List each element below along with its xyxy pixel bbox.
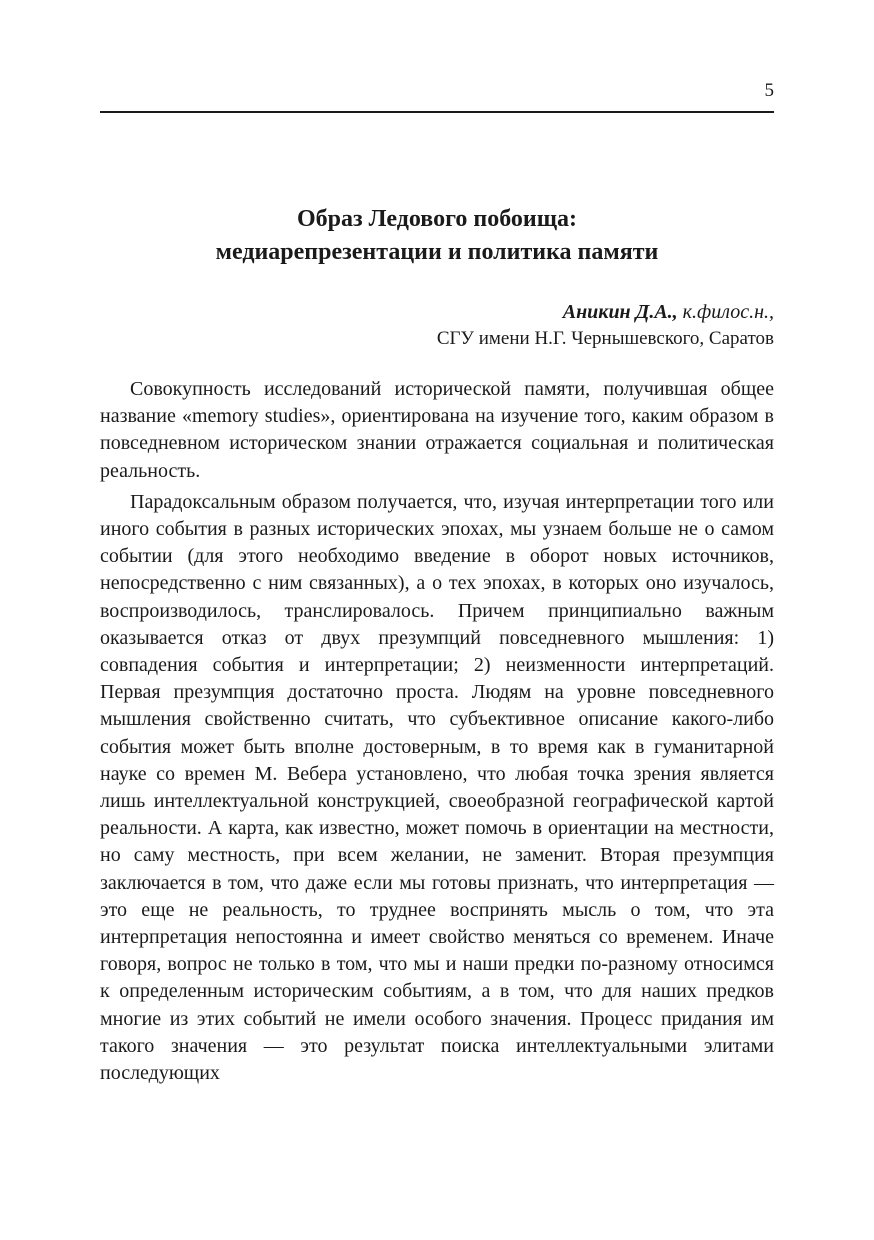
title-line-2: медиарепрезентации и политика памяти: [215, 239, 659, 265]
article-title: [100, 203, 774, 269]
author-affiliation: СГУ имени Н.Г. Чернышевского, Саратов: [436, 328, 774, 349]
author-line: [563, 298, 774, 326]
title-line-1: Образ Ледового побоища:: [297, 206, 577, 232]
author-name: Аникин Д.А.,: [562, 301, 678, 323]
paragraph-1: Совокупность исследований исторической памяти, получившая общее название «memory studies», ориентирована на изучение того, каким образом в повседневном историческом знании отражается социальная и политическая реальность.: [100, 378, 774, 482]
article-body: [100, 376, 774, 1087]
header-rule: [100, 111, 774, 113]
author-degree: к.филос.н.,: [682, 301, 774, 323]
page-number: 5: [764, 80, 774, 101]
paragraph-2: Парадоксальным образом получается, что, изучая интерпретации того или иного события в разных исторических эпохах, мы узнаем больше не о самом событии (для этого необходимо введение в оборот новых источников, непосредственно с ним связанных), а о тех эпохах, в которых оно изучалось, воспроизводилось, транслировалось. Причем принципиально важным оказывается отказ от двух презумпций повседневного мышления: 1) совпадения события и интерпретации; 2) неизменности интерпретаций. Первая презумпция достаточно проста. Людям на уровне повседневного мышления свойственно считать, что субъективное описание какого-либо события может быть вполне достоверным, в то время как в гуманитарной науке со времен М. Вебера установлено, что любая точка зрения является лишь интеллектуальной конструкцией, своеобразной географической картой реальности. А карта, как известно, может помочь в ориентации на местности, но саму местность, при всем желании, не заменит. Вторая презумпция заключается в том, что даже если мы готовы признать, что интерпретация — это еще не реальность, то труднее воспринять мысль о том, что эта интерпретация непостоянна и имеет свойство меняться со временем. Иначе говоря, вопрос не только в том, что мы и наши предки по-разному относимся к определенным историческим событиям, а в том, что для наших предков многие из этих событий не имели особого значения. Процесс придания им такого значения — это результат поиска интеллектуальными элитами последующих: [100, 490, 774, 1085]
